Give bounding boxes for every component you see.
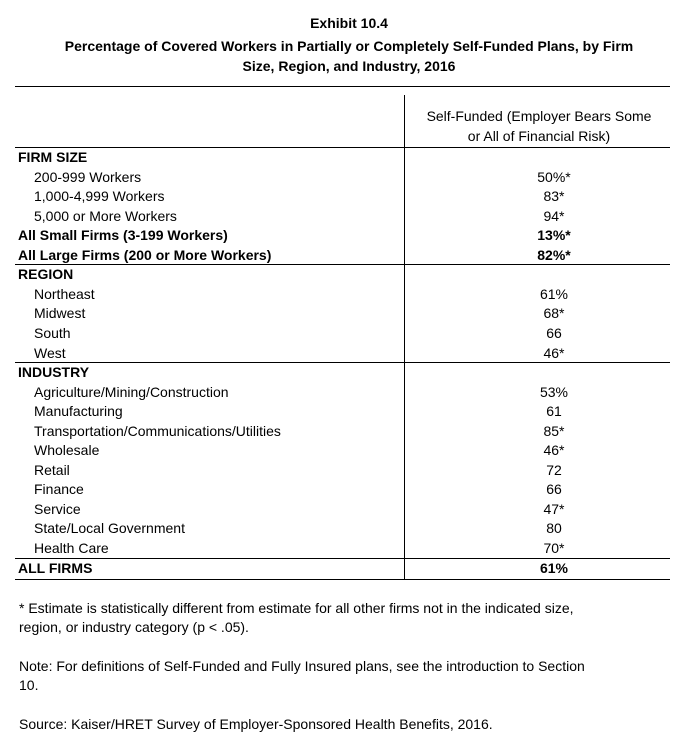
table-row (15, 460, 670, 480)
row-label: Service (34, 501, 81, 517)
row-label: Wholesale (34, 442, 100, 458)
row-value: 83* (543, 188, 565, 204)
row-value: 70* (543, 540, 565, 556)
row-value: 46* (543, 345, 565, 361)
table-row (15, 167, 670, 187)
column-header-line-1: Self-Funded (Employer Bears Some (426, 108, 652, 124)
table-row (15, 401, 670, 421)
table-top-rule (15, 86, 670, 87)
column-header-line-2: or All of Financial Risk) (467, 128, 611, 144)
row-label: West (34, 345, 66, 361)
row-value: 85* (543, 423, 565, 439)
section-header-row (15, 147, 670, 167)
table-row (15, 245, 670, 265)
row-label: Finance (34, 481, 84, 497)
row-label: Midwest (34, 305, 86, 321)
row-value: 50%* (537, 169, 571, 185)
table-row (15, 382, 670, 402)
exhibit-title-line-2: Size, Region, and Industry, 2016 (242, 58, 456, 74)
table-row (15, 440, 670, 460)
row-value: 61% (539, 286, 569, 302)
table-row (15, 343, 670, 363)
row-value: 66 (546, 325, 562, 341)
table-row (15, 479, 670, 499)
row-label: All Small Firms (3-199 Workers) (18, 227, 228, 243)
row-label: FIRM SIZE (18, 149, 88, 165)
asterisk-note-line-2: region, or industry category (p < .05). (19, 619, 249, 635)
section-header-row (15, 362, 670, 382)
row-label: All Large Firms (200 or More Workers) (18, 247, 272, 263)
row-value: 82%* (537, 247, 571, 263)
row-value: 68* (543, 305, 565, 321)
table-row (15, 323, 670, 343)
row-label: Health Care (34, 540, 109, 556)
table-row (15, 421, 670, 441)
row-value: 80 (546, 520, 562, 536)
row-label: Retail (34, 462, 70, 478)
row-value: 61 (546, 403, 562, 419)
table-row (15, 206, 670, 226)
row-label: Transportation/Communications/Utilities (34, 423, 281, 439)
source-note: Source: Kaiser/HRET Survey of Employer-Sponsored Health Benefits, 2016. (19, 716, 493, 732)
row-value: 94* (543, 208, 565, 224)
table-row (15, 186, 670, 206)
table-row (15, 558, 670, 578)
row-label: 5,000 or More Workers (34, 208, 177, 224)
table-row (15, 303, 670, 323)
table-bottom-rule (15, 579, 670, 580)
asterisk-note-line-1: * Estimate is statistically different from estimate for all other firms not in the indicated size, (19, 600, 574, 616)
table-row (15, 499, 670, 519)
row-value: 72 (546, 462, 562, 478)
row-label: INDUSTRY (18, 364, 90, 380)
row-label: 1,000-4,999 Workers (34, 188, 165, 204)
row-label: Agriculture/Mining/Construction (34, 384, 229, 400)
table-row (15, 284, 670, 304)
row-value: 47* (543, 501, 565, 517)
row-value: 66 (546, 481, 562, 497)
row-label: REGION (18, 266, 74, 282)
row-value: 53% (539, 384, 569, 400)
row-value: 46* (543, 442, 565, 458)
row-value: 13%* (537, 227, 571, 243)
row-value: 61% (539, 560, 569, 576)
exhibit-title-line-1: Percentage of Covered Workers in Partially or Completely Self-Funded Plans, by Firm (64, 38, 634, 54)
row-label: State/Local Government (34, 520, 185, 536)
table-row (15, 518, 670, 538)
table-row (15, 538, 670, 558)
row-label: Northeast (34, 286, 95, 302)
exhibit-number: Exhibit 10.4 (310, 15, 388, 31)
table-row (15, 225, 670, 245)
definition-note-line-1: Note: For definitions of Self-Funded and Fully Insured plans, see the introduction to Section (19, 658, 585, 674)
definition-note-line-2: 10. (19, 677, 39, 693)
row-label: South (34, 325, 71, 341)
row-label: ALL FIRMS (18, 560, 93, 576)
row-label: Manufacturing (34, 403, 123, 419)
row-label: 200-999 Workers (34, 169, 142, 185)
section-header-row (15, 264, 670, 284)
